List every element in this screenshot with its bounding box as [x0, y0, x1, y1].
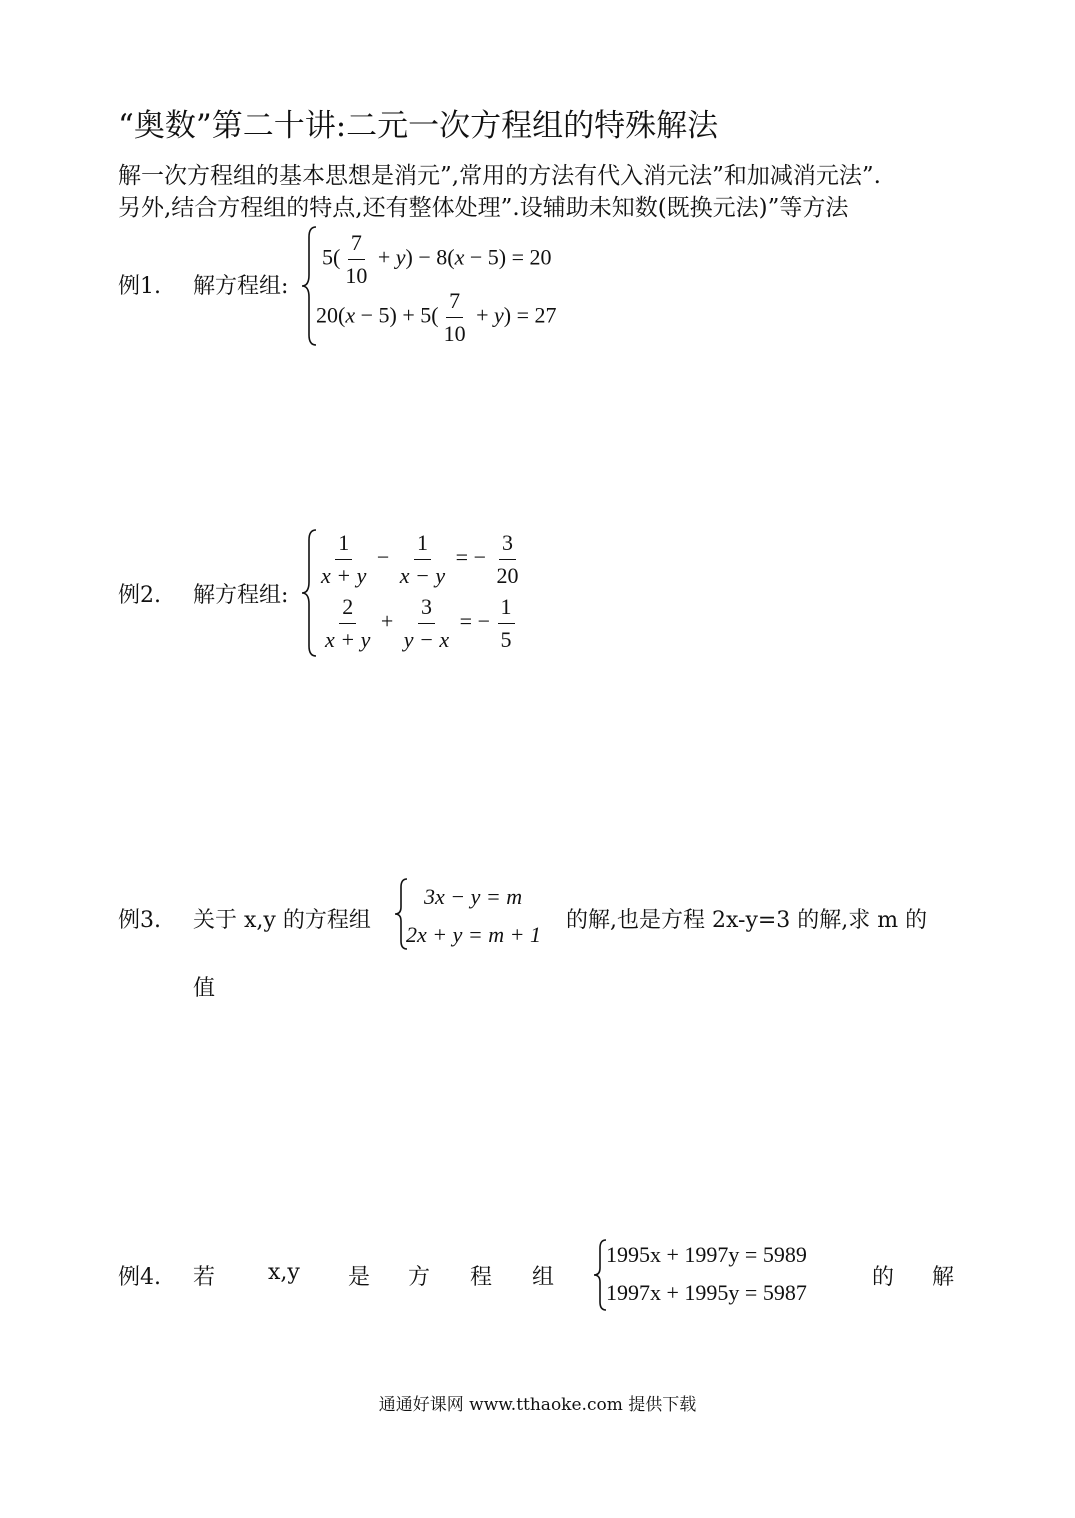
example-4-word: 方 — [408, 1265, 431, 1290]
example-2-label: 例2. — [118, 583, 161, 608]
example-3-suffix: 的解,也是方程 2x-y=3 的解,求 m 的 — [566, 908, 928, 933]
example-4-word: 程 — [470, 1265, 493, 1290]
example-4-equation-1: 1995x + 1997y = 5989 — [606, 1242, 807, 1267]
example-1-prompt: 解方程组: — [193, 274, 289, 299]
example-4-equation-2: 1997x + 1995y = 5987 — [606, 1280, 807, 1305]
example-1-label: 例1. — [118, 274, 161, 299]
example-3-prefix: 关于 x,y 的方程组 — [193, 908, 371, 933]
example-3-equation-1: 3x − y = m — [424, 884, 523, 909]
footer-credit: 通通好课网 www.tthaoke.com 提供下载 — [378, 1395, 697, 1415]
example-1-equation-2: 20(x − 5) + 5( $\frac{7}{10}$ + y) = 27 — [316, 288, 557, 346]
example-3-equation-2: 2x + y = m + 1 — [406, 922, 541, 947]
example-4-label: 例4. — [118, 1265, 161, 1290]
example-1-equation-1: 5( $\frac{7}{10}$ + y) − 8(x − 5) = 20 — [322, 230, 552, 288]
example-3-label: 例3. — [118, 908, 161, 933]
intro-line-1: 解一次方程组的基本思想是消元”,常用的方法有代入消元法”和加减消元法”. — [118, 163, 881, 189]
example-4-word: 若 — [193, 1265, 216, 1290]
page-title: “奥数”第二十讲:二元一次方程组的特殊解法 — [118, 108, 719, 144]
example-4-tail-word: 的 — [872, 1265, 895, 1290]
example-2-equation-2: $\frac{2}{x + y}$ + $\frac{3}{y - x}$ = − $\frac{1}{5}$ — [320, 594, 517, 653]
intro-line-2: 另外,结合方程组的特点,还有整体处理”.设辅助未知数(既换元法)”等方法 — [118, 195, 849, 221]
example-4-word: x,y — [268, 1260, 300, 1285]
example-4-word: 是 — [348, 1265, 371, 1290]
example-2-prompt: 解方程组: — [193, 583, 289, 608]
example-4-word: 组 — [532, 1265, 555, 1290]
example-4-tail-word: 解 — [932, 1265, 955, 1290]
example-2-equation-1: $\frac{1}{x + y}$ − $\frac{1}{x - y}$ = − $\frac{3}{20}$ — [321, 530, 519, 588]
example-3-continuation: 值 — [193, 976, 216, 1001]
